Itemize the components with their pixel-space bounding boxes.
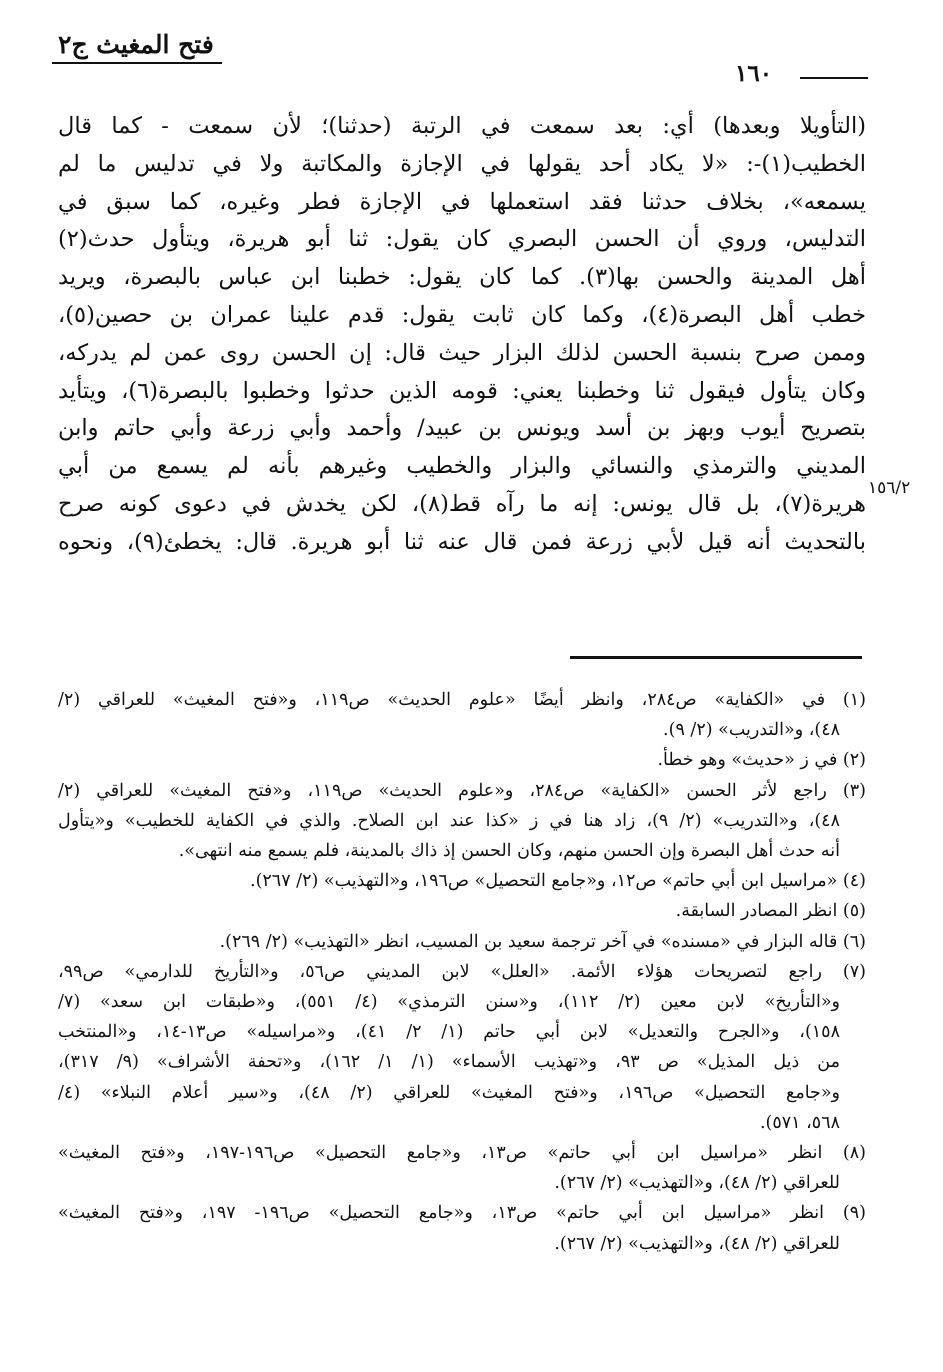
footnote-line: (١) في «الكفاية» ص٢٨٤، وانظر أيضًا «علوم الحديث» ص١١٩، و«فتح المغيث» للعراقي (٢/	[58, 690, 866, 710]
footnote-line: (٤) «مراسيل ابن أبي حاتم» ص١٢، و«جامع التحصيل» ص١٩٦، و«التهذيب» (٢/ ٢٦٧).	[250, 871, 866, 892]
page-number: ١٦٠	[735, 60, 773, 87]
footnote-line: للعراقي (٢/ ٤٨)، و«التهذيب» (٢/ ٢٦٧).	[554, 1233, 840, 1254]
footnote	[58, 745, 866, 775]
footnote	[58, 1138, 866, 1198]
footnote	[58, 927, 866, 957]
footnote-line: من ذيل المذيل» ص ٩٣، و«تهذيب الأسماء» (١/ ١/ ١٦٢)، و«تحفة الأشراف» (٩/ ٣١٧)،	[58, 1052, 840, 1073]
footnote-line: و«التأريخ» لابن معين (٢/ ١١٢)، و«سنن الترمذي» (٤/ ٥٥١)، و«طبقات ابن سعد» (٧/	[58, 992, 840, 1013]
body-line: التدليس، وروي أن الحسن البصري كان يقول: ثنا أبو هريرة، ويتأول حدث(٢)	[58, 226, 866, 253]
footnote-line: و«جامع التحصيل» ص١٩٦، و«فتح المغيث» للعراقي (٢/ ٤٨)، و«سير أعلام النبلاء» (٤/	[58, 1082, 841, 1103]
margin-folio-note: ١٥٦/٢	[868, 478, 911, 498]
footnote-line: (٩) انظر «مراسيل ابن أبي حاتم» ص١٣، و«جامع التحصيل» ص١٩٦- ١٩٧، و«فتح المغيث»	[58, 1203, 866, 1224]
footnotes	[58, 685, 866, 1259]
body-line: وممن صرح بنسبة الحسن لذلك البزار حيث قال: إن الحسن روى عمن لم يدركه،	[58, 339, 866, 366]
body-line: بتصريح أيوب وبهز بن أسد ويونس بن عبيد/ وأحمد وأبي زرعة وأبي حاتم وابن	[58, 415, 866, 442]
footnote	[58, 1198, 866, 1258]
body-line: يسمعه»، بخلاف حدثنا فقد استعملها في الإجازة فطر وغيره، كما سبق في	[58, 188, 866, 215]
body-line: خطب أهل البصرة(٤)، وكما كان ثابت يقول: قدم علينا عمران بن حصين(٥)،	[58, 301, 866, 328]
page-number-rule	[800, 77, 868, 79]
footnote-line: ٥٦٨، ٥٧١).	[759, 1112, 840, 1133]
footnote-line: (٦) قاله البزار في «مسنده» في آخر ترجمة سعيد بن المسيب، انظر «التهذيب» (٢/ ٢٦٩).	[219, 931, 866, 952]
footnote	[58, 957, 866, 1138]
footnote-line: ٤٨)، و«التدريب» (٢/ ٩).	[663, 720, 840, 741]
footnote-line: (٧) راجع لتصريحات هؤلاء الأئمة. «العلل» لابن المديني ص٥٦، و«التأريخ للدارمي» ص٩٩،	[58, 961, 866, 982]
footnote-line: ١٥٨)، و«الجرح والتعديل» لابن أبي حاتم (١/ ٢/ ٤١)، و«مراسيله» ص١٣-١٤، و«المنتخب	[58, 1022, 840, 1043]
footnote-line: (٣) راجع لأثر الحسن «الكفاية» ص٢٨٤، و«علوم الحديث» ص١١٩، و«فتح المغيث» للعراقي (٢/	[58, 780, 866, 801]
body-line: المديني والترمذي والنسائي والبزار والخطيب وغيرهم بأنه لم يسمع من أبي	[58, 453, 866, 480]
body-line: (التأويلا وبعدها) أي: بعد سمعت في الرتبة (حدثنا)؛ لأن سمعت - كما قال	[58, 113, 866, 139]
footnote-line: (٢) في ز «حديث» وهو خطأ.	[657, 750, 866, 771]
footnote	[58, 685, 866, 745]
footnote	[58, 776, 866, 867]
footnote	[58, 866, 866, 896]
header-rule	[52, 62, 222, 64]
footnote-separator	[570, 656, 862, 659]
footnote-line: ٤٨)، و«التدريب» (٢/ ٩)، زاد هنا في ز «كذا عند ابن الصلاح. والذي في الكفاية للخطيب» و«يتأول	[58, 810, 840, 831]
body-line: أهل المدينة والحسن بها(٣). كما كان يقول: خطبنا ابن عباس بالبصرة، ويريد	[58, 264, 866, 291]
running-title: فتح المغيث ج٢	[58, 30, 214, 59]
body-line: وكان يتأول فيقول ثنا وخطبنا يعني: قومه الذين حدثوا وخطبوا بالبصرة(٦)، ويتأيد	[58, 377, 866, 404]
footnote-line: أنه حدث أهل البصرة وإن الحسن منهم، وكان الحسن إذ ذاك بالمدينة، فلم يسمع منه انتهى».	[178, 841, 840, 862]
footnote-line: (٨) انظر «مراسيل ابن أبي حاتم» ص١٣، و«جامع التحصيل» ص١٩٦-١٩٧، و«فتح المغيث»	[58, 1143, 866, 1164]
footnote-line: (٥) انظر المصادر السابقة.	[675, 901, 866, 922]
footnote-line: للعراقي (٢/ ٤٨)، و«التهذيب» (٢/ ٢٦٧).	[554, 1173, 840, 1194]
body-line: الخطيب(١)-: «لا يكاد أحد يقولها في الإجازة والمكاتبة ولا في تدليس ما لم	[58, 150, 866, 177]
body-line: هريرة(٧)، بل قال يونس: إنه ما رآه قط(٨)، لكن يخدش في دعوى كونه صرح	[58, 490, 866, 517]
footnote	[58, 896, 866, 926]
body-line: بالتحديث أنه قيل لأبي زرعة فمن قال عنه ثنا أبو هريرة. قال: يخطئ(٩)، ونحوه	[58, 528, 866, 555]
main-text	[58, 108, 866, 562]
